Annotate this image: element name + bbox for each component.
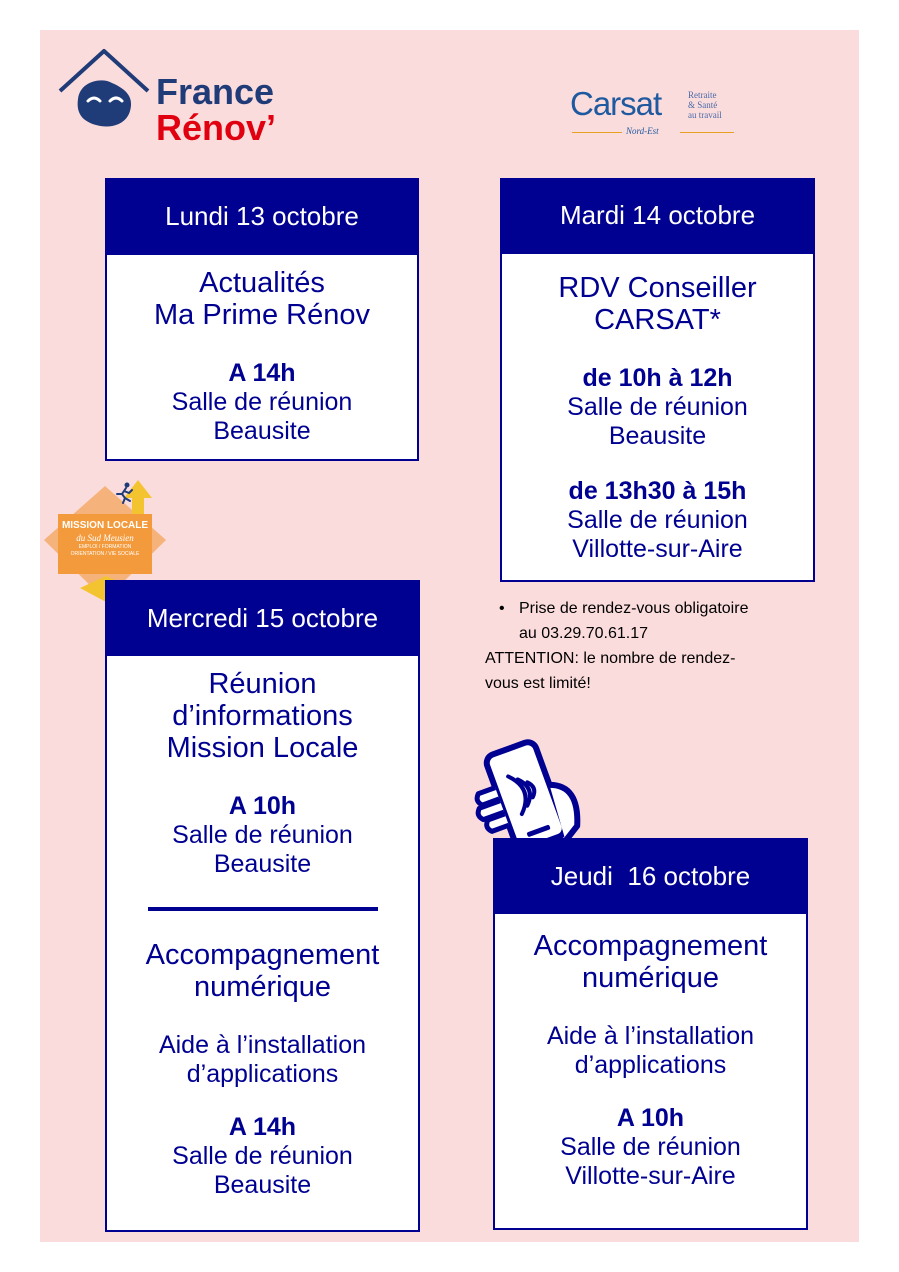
appointment-note (485, 596, 825, 696)
bullet-dot: • (499, 600, 505, 617)
carsat-rule-left (572, 132, 622, 133)
note-bullet2: au 03.29.70.61.17 (519, 625, 649, 642)
wednesday-divider (148, 907, 378, 911)
carsat-tagline (688, 90, 722, 120)
thursday-header-text: Jeudi 16 octobre (550, 861, 751, 891)
wednesday-title4: Accompagnement (145, 939, 380, 971)
carsat-name: Carsat (570, 85, 662, 122)
wednesday-title2: d’informations (172, 700, 353, 732)
monday-header-text: Lundi 13 octobre (165, 201, 359, 231)
france-renov-logo (56, 45, 306, 155)
wednesday-card (105, 654, 420, 1232)
ml-line4: ORIENTATION / VIE SOCIALE (70, 551, 140, 557)
monday-title1: Actualités (199, 267, 325, 299)
wednesday-header-text: Mercredi 15 octobre (146, 603, 379, 633)
wednesday-sub1: Aide à l’installation (158, 1031, 367, 1059)
carsat-rule-right (680, 132, 734, 133)
wednesday-time1: A 10h (228, 792, 297, 820)
carsat-region: Nord-Est (626, 126, 659, 136)
monday-title2: Ma Prime Rénov (154, 299, 370, 331)
thursday-card (493, 912, 808, 1230)
carsat-logo (570, 85, 740, 141)
tuesday-header (500, 178, 815, 253)
carsat-tag2: & Santé (688, 100, 718, 110)
note-line1: ATTENTION: le nombre de rendez- (485, 650, 736, 667)
wednesday-title1: Réunion (208, 668, 317, 700)
note-bullet1: Prise de rendez-vous obligatoire (519, 600, 749, 617)
thursday-place2: Villotte-sur-Aire (565, 1162, 736, 1190)
wednesday-header (105, 580, 420, 656)
thursday-sub1: Aide à l’installation (546, 1022, 755, 1050)
thursday-title1: Accompagnement (533, 930, 768, 962)
ml-line3: EMPLOI / FORMATION (78, 544, 132, 550)
wednesday-place1a: Salle de réunion (172, 821, 353, 849)
carsat-tag3: au travail (688, 110, 722, 120)
tuesday-slot1-place2: Beausite (608, 422, 707, 450)
mission-locale-text (58, 520, 152, 558)
tuesday-card (500, 252, 815, 582)
tuesday-title1: RDV Conseiller (558, 272, 757, 304)
ml-line1: MISSION LOCALE (61, 520, 149, 531)
tuesday-slot2-place2: Villotte-sur-Aire (572, 535, 743, 563)
tuesday-header-text: Mardi 14 octobre (559, 200, 756, 230)
monday-header (105, 178, 419, 255)
tuesday-title2: CARSAT* (594, 304, 721, 336)
thursday-sub2: d’applications (574, 1051, 727, 1079)
wednesday-time2: A 14h (228, 1113, 297, 1141)
runner-icon (114, 482, 136, 504)
tuesday-slot2-place1: Salle de réunion (567, 506, 748, 534)
thursday-title2: numérique (581, 962, 720, 994)
house-roof-icon (56, 45, 156, 135)
wednesday-place1b: Beausite (213, 850, 312, 878)
wednesday-place2a: Salle de réunion (172, 1142, 353, 1170)
france-renov-line2: Rénov’ (156, 107, 277, 148)
thursday-time: A 10h (616, 1104, 685, 1132)
note-line2: vous est limité! (485, 675, 591, 692)
wednesday-place2b: Beausite (213, 1171, 312, 1199)
monday-time: A 14h (228, 359, 296, 387)
carsat-tag1: Retraite (688, 90, 717, 100)
tuesday-slot1-time: de 10h à 12h (582, 364, 733, 392)
ml-line2: du Sud Meusien (76, 533, 134, 543)
wednesday-title5: numérique (193, 971, 332, 1003)
monday-card (105, 253, 419, 461)
tuesday-slot1-place1: Salle de réunion (567, 393, 748, 421)
wednesday-title3: Mission Locale (166, 732, 359, 764)
note-bullet-line (485, 596, 825, 621)
thursday-header (493, 838, 808, 914)
tuesday-slot2-time: de 13h30 à 15h (568, 477, 747, 505)
wednesday-sub2: d’applications (186, 1060, 339, 1088)
france-renov-line1: France (156, 71, 275, 112)
monday-place1: Salle de réunion (171, 388, 353, 416)
monday-place2: Beausite (213, 417, 311, 445)
thursday-place1: Salle de réunion (560, 1133, 741, 1161)
